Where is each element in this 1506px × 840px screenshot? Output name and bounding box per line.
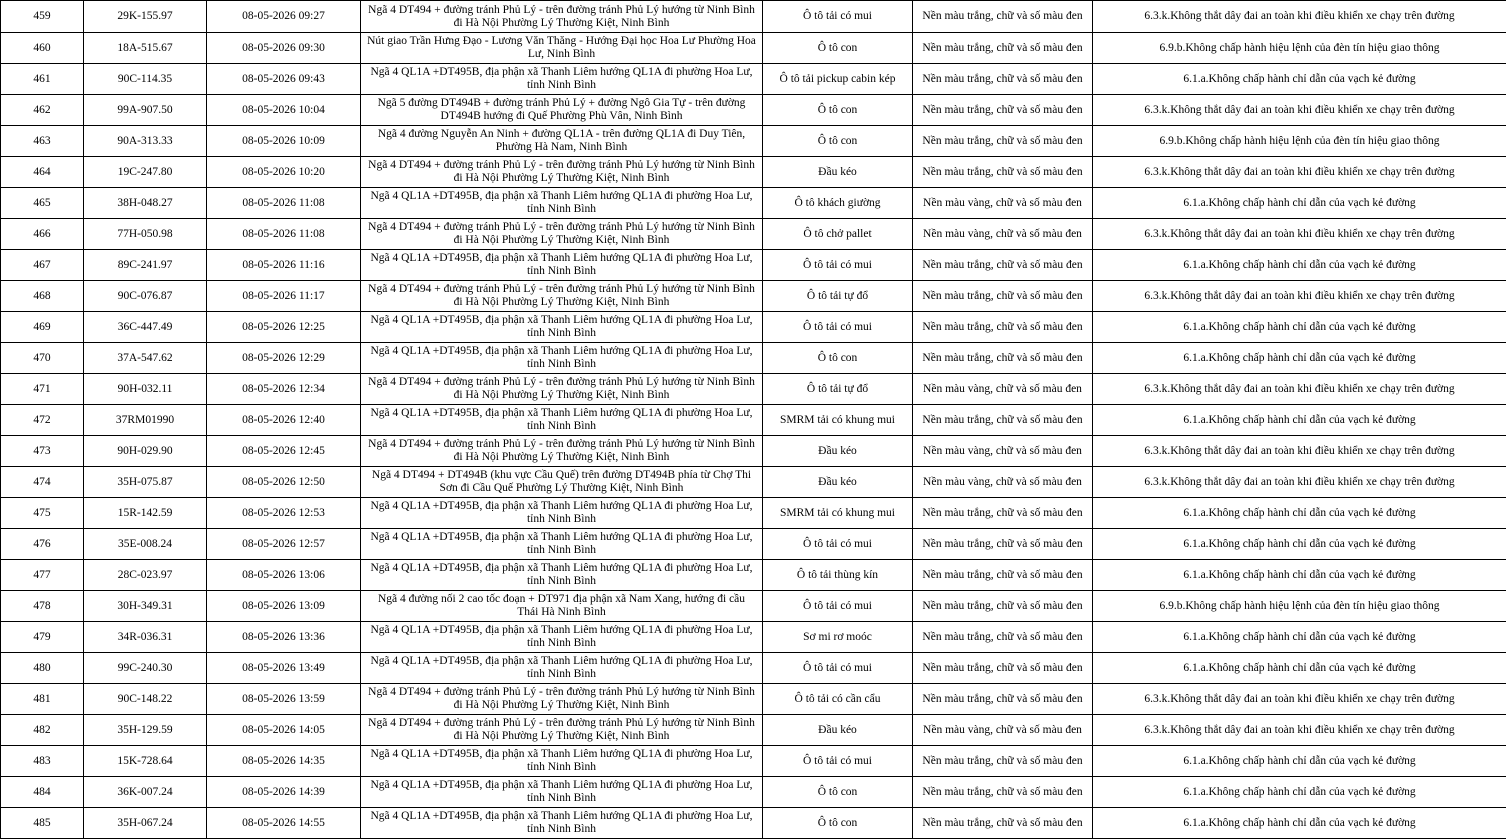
row-number-cell: 465	[1, 188, 84, 219]
violation-description-cell: 6.1.a.Không chấp hành chỉ dẫn của vạch kẻ đường	[1093, 653, 1506, 684]
license-plate-cell: 15R-142.59	[84, 498, 207, 529]
location-cell: Ngã 4 QL1A +DT495B, địa phận xã Thanh Liêm hướng QL1A đi phường Hoa Lư, tỉnh Ninh Bình	[361, 64, 763, 95]
violation-time-cell: 08-05-2026 14:39	[207, 777, 361, 808]
plate-color-cell: Nền màu trắng, chữ và số màu đen	[913, 95, 1093, 126]
violation-description-cell: 6.1.a.Không chấp hành chỉ dẫn của vạch kẻ đường	[1093, 746, 1506, 777]
row-number-cell: 476	[1, 529, 84, 560]
row-number-cell: 463	[1, 126, 84, 157]
violation-description-cell: 6.1.a.Không chấp hành chỉ dẫn của vạch kẻ đường	[1093, 405, 1506, 436]
violation-description-cell: 6.1.a.Không chấp hành chỉ dẫn của vạch kẻ đường	[1093, 808, 1506, 839]
row-number-cell: 477	[1, 560, 84, 591]
license-plate-cell: 89C-241.97	[84, 250, 207, 281]
row-number-cell: 474	[1, 467, 84, 498]
license-plate-cell: 38H-048.27	[84, 188, 207, 219]
table-row	[1, 343, 1506, 374]
table-row	[1, 684, 1506, 715]
vehicle-type-cell: Ô tô tải có mui	[763, 312, 913, 343]
plate-color-cell: Nền màu vàng, chữ và số màu đen	[913, 219, 1093, 250]
location-cell: Ngã 4 DT494 + đường tránh Phủ Lý - trên đường tránh Phủ Lý hướng từ Ninh Bình đi Hà Nội Phường Lý Thường Kiệt, Ninh Bình	[361, 374, 763, 405]
vehicle-type-cell: SMRM tải có khung mui	[763, 405, 913, 436]
vehicle-type-cell: Đầu kéo	[763, 436, 913, 467]
violation-description-cell: 6.1.a.Không chấp hành chỉ dẫn của vạch kẻ đường	[1093, 188, 1506, 219]
location-cell: Ngã 4 DT494 + đường tránh Phủ Lý - trên đường tránh Phủ Lý hướng từ Ninh Bình đi Hà Nội Phường Lý Thường Kiệt, Ninh Bình	[361, 715, 763, 746]
location-cell: Ngã 4 đường nối 2 cao tốc đoạn + DT971 địa phận xã Nam Xang, hướng đi cầu Thái Hà Ninh Bình	[361, 591, 763, 622]
location-cell: Ngã 4 DT494 + đường tránh Phủ Lý - trên đường tránh Phủ Lý hướng từ Ninh Bình đi Hà Nội Phường Lý Thường Kiệt, Ninh Bình	[361, 1, 763, 33]
row-number-cell: 485	[1, 808, 84, 839]
row-number-cell: 470	[1, 343, 84, 374]
table-row	[1, 250, 1506, 281]
violation-time-cell: 08-05-2026 11:08	[207, 188, 361, 219]
violation-time-cell: 08-05-2026 11:17	[207, 281, 361, 312]
table-row	[1, 715, 1506, 746]
violation-time-cell: 08-05-2026 12:53	[207, 498, 361, 529]
license-plate-cell: 15K-728.64	[84, 746, 207, 777]
license-plate-cell: 37RM01990	[84, 405, 207, 436]
plate-color-cell: Nền màu trắng, chữ và số màu đen	[913, 33, 1093, 64]
row-number-cell: 480	[1, 653, 84, 684]
table-row	[1, 436, 1506, 467]
table-row	[1, 157, 1506, 188]
plate-color-cell: Nền màu vàng, chữ và số màu đen	[913, 715, 1093, 746]
vehicle-type-cell: Ô tô chở pallet	[763, 219, 913, 250]
row-number-cell: 462	[1, 95, 84, 126]
vehicle-type-cell: Ô tô tải tự đổ	[763, 374, 913, 405]
violation-time-cell: 08-05-2026 13:36	[207, 622, 361, 653]
row-number-cell: 461	[1, 64, 84, 95]
row-number-cell: 482	[1, 715, 84, 746]
violation-description-cell: 6.3.k.Không thắt dây đai an toàn khi điều khiển xe chạy trên đường	[1093, 1, 1506, 33]
table-row	[1, 405, 1506, 436]
plate-color-cell: Nền màu trắng, chữ và số màu đen	[913, 653, 1093, 684]
location-cell: Ngã 4 đường Nguyễn An Ninh + đường QL1A - trên đường QL1A đi Duy Tiên, Phường Hà Nam, Ninh Bình	[361, 126, 763, 157]
violation-time-cell: 08-05-2026 14:05	[207, 715, 361, 746]
table-row	[1, 591, 1506, 622]
violation-time-cell: 08-05-2026 14:55	[207, 808, 361, 839]
vehicle-type-cell: Ô tô con	[763, 777, 913, 808]
row-number-cell: 469	[1, 312, 84, 343]
row-number-cell: 464	[1, 157, 84, 188]
vehicle-type-cell: Đầu kéo	[763, 157, 913, 188]
table-row	[1, 374, 1506, 405]
row-number-cell: 473	[1, 436, 84, 467]
vehicle-type-cell: Ô tô tải có cần cẩu	[763, 684, 913, 715]
violation-description-cell: 6.9.b.Không chấp hành hiệu lệnh của đèn tín hiệu giao thông	[1093, 591, 1506, 622]
vehicle-type-cell: Ô tô tải thùng kín	[763, 560, 913, 591]
location-cell: Ngã 4 QL1A +DT495B, địa phận xã Thanh Liêm hướng QL1A đi phường Hoa Lư, tỉnh Ninh Bình	[361, 312, 763, 343]
plate-color-cell: Nền màu trắng, chữ và số màu đen	[913, 560, 1093, 591]
vehicle-type-cell: Ô tô khách giường	[763, 188, 913, 219]
violation-description-cell: 6.3.k.Không thắt dây đai an toàn khi điều khiển xe chạy trên đường	[1093, 467, 1506, 498]
violation-time-cell: 08-05-2026 13:59	[207, 684, 361, 715]
plate-color-cell: Nền màu trắng, chữ và số màu đen	[913, 281, 1093, 312]
violation-description-cell: 6.1.a.Không chấp hành chỉ dẫn của vạch kẻ đường	[1093, 343, 1506, 374]
row-number-cell: 475	[1, 498, 84, 529]
vehicle-type-cell: Ô tô con	[763, 343, 913, 374]
license-plate-cell: 30H-349.31	[84, 591, 207, 622]
violation-description-cell: 6.1.a.Không chấp hành chỉ dẫn của vạch kẻ đường	[1093, 312, 1506, 343]
vehicle-type-cell: Ô tô tải tự đổ	[763, 281, 913, 312]
location-cell: Ngã 4 QL1A +DT495B, địa phận xã Thanh Liêm hướng QL1A đi phường Hoa Lư, tỉnh Ninh Bình	[361, 746, 763, 777]
violation-time-cell: 08-05-2026 13:06	[207, 560, 361, 591]
location-cell: Nút giao Trần Hưng Đạo - Lương Văn Thăng - Hướng Đại học Hoa Lư Phường Hoa Lư, Ninh Bình	[361, 33, 763, 64]
table-row	[1, 808, 1506, 839]
location-cell: Ngã 4 DT494 + đường tránh Phủ Lý - trên đường tránh Phủ Lý hướng từ Ninh Bình đi Hà Nội Phường Lý Thường Kiệt, Ninh Bình	[361, 436, 763, 467]
vehicle-type-cell: Ô tô con	[763, 808, 913, 839]
license-plate-cell: 35H-067.24	[84, 808, 207, 839]
table-row	[1, 622, 1506, 653]
vehicle-type-cell: Đầu kéo	[763, 715, 913, 746]
vehicle-type-cell: Ô tô tải có mui	[763, 1, 913, 33]
violation-description-cell: 6.1.a.Không chấp hành chỉ dẫn của vạch kẻ đường	[1093, 64, 1506, 95]
table-row	[1, 653, 1506, 684]
plate-color-cell: Nền màu trắng, chữ và số màu đen	[913, 1, 1093, 33]
row-number-cell: 472	[1, 405, 84, 436]
location-cell: Ngã 4 DT494 + đường tránh Phủ Lý - trên đường tránh Phủ Lý hướng từ Ninh Bình đi Hà Nội Phường Lý Thường Kiệt, Ninh Bình	[361, 684, 763, 715]
plate-color-cell: Nền màu trắng, chữ và số màu đen	[913, 529, 1093, 560]
violation-description-cell: 6.1.a.Không chấp hành chỉ dẫn của vạch kẻ đường	[1093, 498, 1506, 529]
table-row	[1, 281, 1506, 312]
plate-color-cell: Nền màu trắng, chữ và số màu đen	[913, 591, 1093, 622]
violation-time-cell: 08-05-2026 10:20	[207, 157, 361, 188]
violation-time-cell: 08-05-2026 12:34	[207, 374, 361, 405]
violation-time-cell: 08-05-2026 12:40	[207, 405, 361, 436]
violation-time-cell: 08-05-2026 12:57	[207, 529, 361, 560]
violation-description-cell: 6.3.k.Không thắt dây đai an toàn khi điều khiển xe chạy trên đường	[1093, 281, 1506, 312]
table-row	[1, 467, 1506, 498]
table-row	[1, 33, 1506, 64]
violation-time-cell: 08-05-2026 09:30	[207, 33, 361, 64]
location-cell: Ngã 5 đường DT494B + đường tránh Phủ Lý + đường Ngô Gia Tự - trên đường DT494B hướng đi Quế Phường Phù Vân, Ninh Bình	[361, 95, 763, 126]
location-cell: Ngã 4 QL1A +DT495B, địa phận xã Thanh Liêm hướng QL1A đi phường Hoa Lư, tỉnh Ninh Bình	[361, 188, 763, 219]
violation-description-cell: 6.3.k.Không thắt dây đai an toàn khi điều khiển xe chạy trên đường	[1093, 157, 1506, 188]
violation-time-cell: 08-05-2026 12:50	[207, 467, 361, 498]
plate-color-cell: Nền màu vàng, chữ và số màu đen	[913, 188, 1093, 219]
vehicle-type-cell: Ô tô tải có mui	[763, 746, 913, 777]
license-plate-cell: 34R-036.31	[84, 622, 207, 653]
location-cell: Ngã 4 QL1A +DT495B, địa phận xã Thanh Liêm hướng QL1A đi phường Hoa Lư, tỉnh Ninh Bình	[361, 622, 763, 653]
plate-color-cell: Nền màu trắng, chữ và số màu đen	[913, 808, 1093, 839]
violation-description-cell: 6.9.b.Không chấp hành hiệu lệnh của đèn tín hiệu giao thông	[1093, 33, 1506, 64]
license-plate-cell: 90H-032.11	[84, 374, 207, 405]
plate-color-cell: Nền màu trắng, chữ và số màu đen	[913, 64, 1093, 95]
violation-time-cell: 08-05-2026 13:49	[207, 653, 361, 684]
location-cell: Ngã 4 QL1A +DT495B, địa phận xã Thanh Liêm hướng QL1A đi phường Hoa Lư, tỉnh Ninh Bình	[361, 653, 763, 684]
license-plate-cell: 28C-023.97	[84, 560, 207, 591]
table-row	[1, 95, 1506, 126]
table-row	[1, 219, 1506, 250]
location-cell: Ngã 4 DT494 + đường tránh Phủ Lý - trên đường tránh Phủ Lý hướng từ Ninh Bình đi Hà Nội Phường Lý Thường Kiệt, Ninh Bình	[361, 219, 763, 250]
violation-description-cell: 6.1.a.Không chấp hành chỉ dẫn của vạch kẻ đường	[1093, 250, 1506, 281]
plate-color-cell: Nền màu trắng, chữ và số màu đen	[913, 746, 1093, 777]
plate-color-cell: Nền màu vàng, chữ và số màu đen	[913, 436, 1093, 467]
location-cell: Ngã 4 QL1A +DT495B, địa phận xã Thanh Liêm hướng QL1A đi phường Hoa Lư, tỉnh Ninh Bình	[361, 560, 763, 591]
vehicle-type-cell: Sơ mi rơ moóc	[763, 622, 913, 653]
table-row	[1, 777, 1506, 808]
violation-time-cell: 08-05-2026 09:43	[207, 64, 361, 95]
license-plate-cell: 99C-240.30	[84, 653, 207, 684]
plate-color-cell: Nền màu vàng, chữ và số màu đen	[913, 374, 1093, 405]
plate-color-cell: Nền màu trắng, chữ và số màu đen	[913, 777, 1093, 808]
table-row	[1, 312, 1506, 343]
violation-description-cell: 6.1.a.Không chấp hành chỉ dẫn của vạch kẻ đường	[1093, 560, 1506, 591]
table-row	[1, 498, 1506, 529]
plate-color-cell: Nền màu trắng, chữ và số màu đen	[913, 343, 1093, 374]
violation-description-cell: 6.3.k.Không thắt dây đai an toàn khi điều khiển xe chạy trên đường	[1093, 219, 1506, 250]
row-number-cell: 484	[1, 777, 84, 808]
location-cell: Ngã 4 QL1A +DT495B, địa phận xã Thanh Liêm hướng QL1A đi phường Hoa Lư, tỉnh Ninh Bình	[361, 498, 763, 529]
violation-description-cell: 6.3.k.Không thắt dây đai an toàn khi điều khiển xe chạy trên đường	[1093, 374, 1506, 405]
row-number-cell: 467	[1, 250, 84, 281]
plate-color-cell: Nền màu trắng, chữ và số màu đen	[913, 157, 1093, 188]
license-plate-cell: 29K-155.97	[84, 1, 207, 33]
violation-description-cell: 6.9.b.Không chấp hành hiệu lệnh của đèn tín hiệu giao thông	[1093, 126, 1506, 157]
plate-color-cell: Nền màu trắng, chữ và số màu đen	[913, 684, 1093, 715]
vehicle-type-cell: Ô tô tải có mui	[763, 529, 913, 560]
location-cell: Ngã 4 QL1A +DT495B, địa phận xã Thanh Liêm hướng QL1A đi phường Hoa Lư, tỉnh Ninh Bình	[361, 343, 763, 374]
row-number-cell: 459	[1, 1, 84, 33]
table-row	[1, 1, 1506, 33]
location-cell: Ngã 4 QL1A +DT495B, địa phận xã Thanh Liêm hướng QL1A đi phường Hoa Lư, tỉnh Ninh Bình	[361, 529, 763, 560]
row-number-cell: 478	[1, 591, 84, 622]
license-plate-cell: 35H-129.59	[84, 715, 207, 746]
license-plate-cell: 36C-447.49	[84, 312, 207, 343]
violation-description-cell: 6.1.a.Không chấp hành chỉ dẫn của vạch kẻ đường	[1093, 622, 1506, 653]
violation-time-cell: 08-05-2026 12:29	[207, 343, 361, 374]
violations-table-body	[1, 1, 1506, 839]
violation-time-cell: 08-05-2026 13:09	[207, 591, 361, 622]
plate-color-cell: Nền màu vàng, chữ và số màu đen	[913, 467, 1093, 498]
violation-time-cell: 08-05-2026 11:08	[207, 219, 361, 250]
table-row	[1, 126, 1506, 157]
vehicle-type-cell: Ô tô tải có mui	[763, 250, 913, 281]
plate-color-cell: Nền màu trắng, chữ và số màu đen	[913, 622, 1093, 653]
violation-time-cell: 08-05-2026 14:35	[207, 746, 361, 777]
vehicle-type-cell: Ô tô tải có mui	[763, 653, 913, 684]
vehicle-type-cell: SMRM tải có khung mui	[763, 498, 913, 529]
violation-description-cell: 6.1.a.Không chấp hành chỉ dẫn của vạch kẻ đường	[1093, 529, 1506, 560]
license-plate-cell: 35H-075.87	[84, 467, 207, 498]
row-number-cell: 483	[1, 746, 84, 777]
plate-color-cell: Nền màu trắng, chữ và số màu đen	[913, 498, 1093, 529]
violation-time-cell: 08-05-2026 12:45	[207, 436, 361, 467]
violation-description-cell: 6.3.k.Không thắt dây đai an toàn khi điều khiển xe chạy trên đường	[1093, 436, 1506, 467]
row-number-cell: 466	[1, 219, 84, 250]
vehicle-type-cell: Đầu kéo	[763, 467, 913, 498]
plate-color-cell: Nền màu trắng, chữ và số màu đen	[913, 312, 1093, 343]
plate-color-cell: Nền màu trắng, chữ và số màu đen	[913, 126, 1093, 157]
vehicle-type-cell: Ô tô con	[763, 33, 913, 64]
license-plate-cell: 90C-076.87	[84, 281, 207, 312]
license-plate-cell: 36K-007.24	[84, 777, 207, 808]
row-number-cell: 479	[1, 622, 84, 653]
violation-description-cell: 6.3.k.Không thắt dây đai an toàn khi điều khiển xe chạy trên đường	[1093, 95, 1506, 126]
row-number-cell: 468	[1, 281, 84, 312]
license-plate-cell: 35E-008.24	[84, 529, 207, 560]
row-number-cell: 460	[1, 33, 84, 64]
license-plate-cell: 90C-148.22	[84, 684, 207, 715]
violation-time-cell: 08-05-2026 10:09	[207, 126, 361, 157]
license-plate-cell: 99A-907.50	[84, 95, 207, 126]
row-number-cell: 481	[1, 684, 84, 715]
license-plate-cell: 90H-029.90	[84, 436, 207, 467]
license-plate-cell: 90A-313.33	[84, 126, 207, 157]
plate-color-cell: Nền màu trắng, chữ và số màu đen	[913, 250, 1093, 281]
table-row	[1, 560, 1506, 591]
license-plate-cell: 18A-515.67	[84, 33, 207, 64]
vehicle-type-cell: Ô tô tải có mui	[763, 591, 913, 622]
vehicle-type-cell: Ô tô tải pickup cabin kép	[763, 64, 913, 95]
license-plate-cell: 19C-247.80	[84, 157, 207, 188]
violation-description-cell: 6.3.k.Không thắt dây đai an toàn khi điều khiển xe chạy trên đường	[1093, 715, 1506, 746]
location-cell: Ngã 4 DT494 + DT494B (khu vực Cầu Quế) trên đường DT494B phía từ Chợ Thi Sơn đi Cầu Quế Phường Lý Thường Kiệt, Ninh Bình	[361, 467, 763, 498]
location-cell: Ngã 4 QL1A +DT495B, địa phận xã Thanh Liêm hướng QL1A đi phường Hoa Lư, tỉnh Ninh Bình	[361, 777, 763, 808]
license-plate-cell: 90C-114.35	[84, 64, 207, 95]
violation-time-cell: 08-05-2026 09:27	[207, 1, 361, 33]
vehicle-type-cell: Ô tô con	[763, 126, 913, 157]
table-row	[1, 188, 1506, 219]
location-cell: Ngã 4 QL1A +DT495B, địa phận xã Thanh Liêm hướng QL1A đi phường Hoa Lư, tỉnh Ninh Bình	[361, 250, 763, 281]
location-cell: Ngã 4 QL1A +DT495B, địa phận xã Thanh Liêm hướng QL1A đi phường Hoa Lư, tỉnh Ninh Bình	[361, 808, 763, 839]
violation-time-cell: 08-05-2026 10:04	[207, 95, 361, 126]
table-row	[1, 529, 1506, 560]
row-number-cell: 471	[1, 374, 84, 405]
table-row	[1, 64, 1506, 95]
violation-time-cell: 08-05-2026 12:25	[207, 312, 361, 343]
location-cell: Ngã 4 QL1A +DT495B, địa phận xã Thanh Liêm hướng QL1A đi phường Hoa Lư, tỉnh Ninh Bình	[361, 405, 763, 436]
plate-color-cell: Nền màu trắng, chữ và số màu đen	[913, 405, 1093, 436]
vehicle-type-cell: Ô tô con	[763, 95, 913, 126]
license-plate-cell: 77H-050.98	[84, 219, 207, 250]
violation-description-cell: 6.3.k.Không thắt dây đai an toàn khi điều khiển xe chạy trên đường	[1093, 684, 1506, 715]
violation-description-cell: 6.1.a.Không chấp hành chỉ dẫn của vạch kẻ đường	[1093, 777, 1506, 808]
location-cell: Ngã 4 DT494 + đường tránh Phủ Lý - trên đường tránh Phủ Lý hướng từ Ninh Bình đi Hà Nội Phường Lý Thường Kiệt, Ninh Bình	[361, 157, 763, 188]
location-cell: Ngã 4 DT494 + đường tránh Phủ Lý - trên đường tránh Phủ Lý hướng từ Ninh Bình đi Hà Nội Phường Lý Thường Kiệt, Ninh Bình	[361, 281, 763, 312]
table-row	[1, 746, 1506, 777]
license-plate-cell: 37A-547.62	[84, 343, 207, 374]
violation-time-cell: 08-05-2026 11:16	[207, 250, 361, 281]
